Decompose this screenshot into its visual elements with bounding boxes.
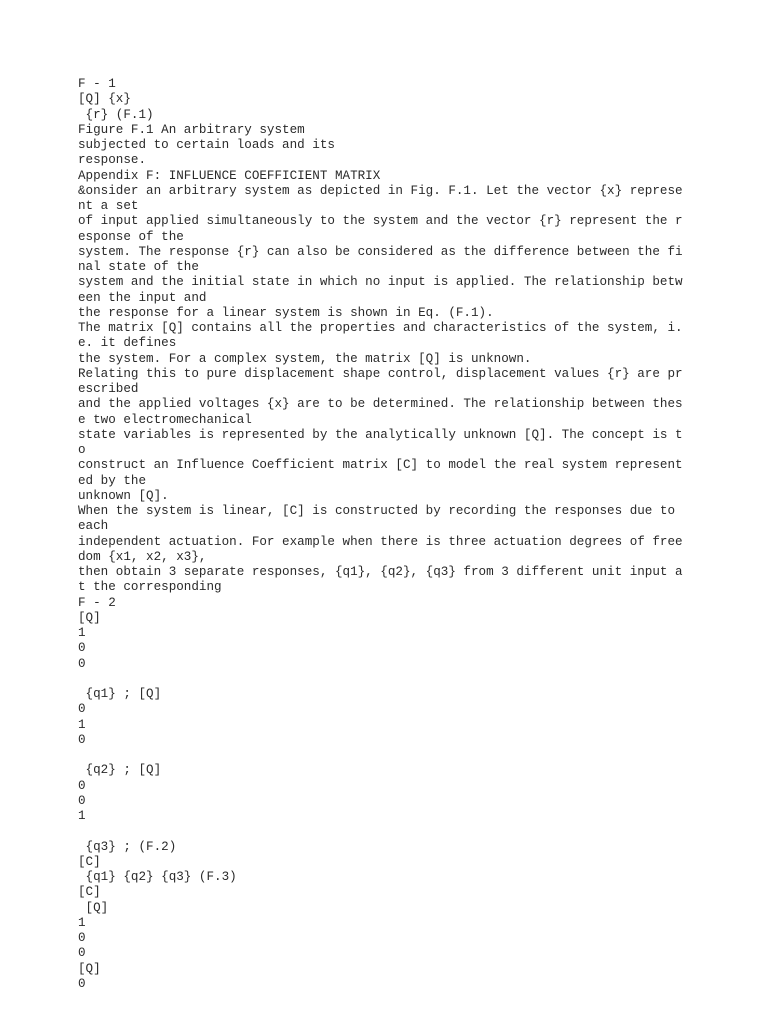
document-text-line bbox=[78, 824, 728, 839]
document-text-line: 0 bbox=[78, 793, 86, 808]
document-text-line: state variables is represented by the analytically unknown [Q]. The concept is t bbox=[78, 427, 683, 442]
document-text-line: Appendix F: INFLUENCE COEFFICIENT MATRIX bbox=[78, 168, 381, 183]
document-text-line: system. The response {r} can also be considered as the difference between the fi bbox=[78, 244, 683, 259]
document-text-line: Relating this to pure displacement shape control, displacement values {r} are pr bbox=[78, 366, 683, 381]
document-text-line: nal state of the bbox=[78, 260, 199, 274]
document-text-line: 1 bbox=[78, 915, 86, 930]
document-text-line: 1 bbox=[78, 626, 86, 640]
document-text-line: 0 bbox=[78, 656, 86, 671]
document-text-line: e. it defines bbox=[78, 336, 177, 351]
document-text-line: system and the initial state in which no input is applied. The relationship betw bbox=[78, 275, 683, 290]
document-text-line: of input applied simultaneously to the system and the vector {r} represent the r bbox=[78, 214, 683, 229]
document-text-line: response. bbox=[78, 153, 147, 168]
document-text-line: construct an Influence Coefficient matrix [C] to model the real system represent bbox=[78, 458, 683, 473]
document-text-line: Figure F.1 An arbitrary system bbox=[78, 122, 305, 137]
document-page bbox=[78, 77, 728, 992]
document-text-line: and the applied voltages {x} are to be determined. The relationship between thes bbox=[78, 397, 683, 412]
document-text-line: {r} (F.1) bbox=[78, 107, 154, 122]
document-text-line: then obtain 3 separate responses, {q1}, {q2}, {q3} from 3 different unit input a bbox=[78, 565, 683, 579]
document-text-line: The matrix [Q] contains all the properties and characteristics of the system, i. bbox=[78, 321, 683, 335]
document-text-line: {q2} ; [Q] bbox=[78, 763, 162, 778]
document-text-line: 0 bbox=[78, 946, 86, 961]
document-text-line: subjected to certain loads and its bbox=[78, 138, 335, 152]
document-text-line: escribed bbox=[78, 382, 139, 396]
document-text-line: 1 bbox=[78, 717, 86, 732]
document-text-line: 0 bbox=[78, 976, 86, 991]
document-text-line: e two electromechanical bbox=[78, 412, 252, 427]
document-text-line: the response for a linear system is shown in Eq. (F.1). bbox=[78, 305, 494, 320]
document-text-line: esponse of the bbox=[78, 229, 184, 244]
document-text-line: 0 bbox=[78, 732, 86, 747]
document-text-line: [Q] bbox=[78, 610, 101, 625]
document-text-line: 0 bbox=[78, 702, 86, 717]
document-text-line: {q1} ; [Q] bbox=[78, 687, 162, 701]
document-text-line: dom {x1, x2, x3}, bbox=[78, 549, 207, 564]
document-text-line: [C] bbox=[78, 854, 101, 869]
document-text-line: 0 bbox=[78, 778, 86, 793]
document-text-line: o bbox=[78, 443, 86, 457]
document-text-line: the system. For a complex system, the matrix [Q] is unknown. bbox=[78, 351, 532, 366]
document-text-line: {q1} {q2} {q3} (F.3) bbox=[78, 870, 237, 884]
document-text-line: F - 2 bbox=[78, 595, 116, 610]
document-text-line: independent actuation. For example when there is three actuation degrees of free bbox=[78, 534, 683, 549]
document-text-line: t the corresponding bbox=[78, 580, 222, 595]
document-text-line: nt a set bbox=[78, 199, 139, 213]
document-text-line: [Q] bbox=[78, 961, 101, 976]
document-text-line: unknown [Q]. bbox=[78, 488, 169, 503]
document-text-line: each bbox=[78, 519, 109, 534]
document-text-line: F - 1 bbox=[78, 77, 116, 91]
document-text-line: 1 bbox=[78, 809, 86, 823]
document-text-line: een the input and bbox=[78, 290, 207, 305]
document-text-line: {q3} ; (F.2) bbox=[78, 839, 177, 854]
document-text-line: [Q] {x} bbox=[78, 92, 131, 107]
document-text-line bbox=[78, 748, 728, 763]
document-text-line: [C] bbox=[78, 885, 101, 900]
document-text-line: 0 bbox=[78, 641, 86, 656]
document-text-line bbox=[78, 672, 728, 687]
document-text-line: When the system is linear, [C] is constructed by recording the responses due to bbox=[78, 504, 676, 518]
document-text-line: [Q] bbox=[78, 900, 109, 915]
document-text-line: &onsider an arbitrary system as depicted in Fig. F.1. Let the vector {x} represe bbox=[78, 183, 683, 198]
document-text-line: ed by the bbox=[78, 473, 147, 488]
document-text-line: 0 bbox=[78, 931, 86, 945]
